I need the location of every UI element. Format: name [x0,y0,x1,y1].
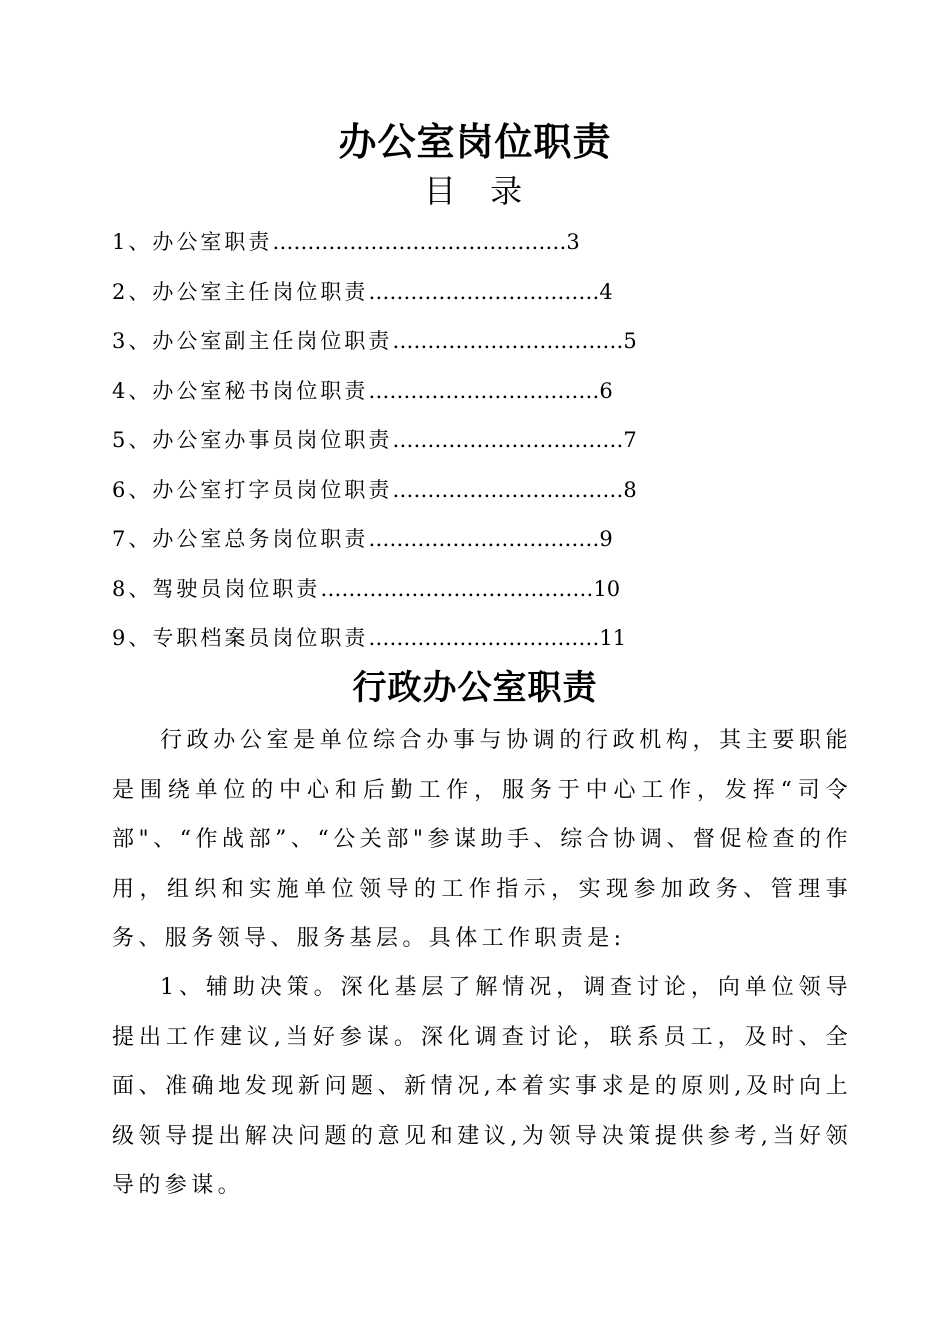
toc-entry[interactable] [112,565,852,615]
toc-entry[interactable] [112,218,852,268]
toc-entry[interactable] [112,515,852,565]
toc-leader-dots: …………………………… [368,527,600,551]
toc-leader-dots: …………………………… [392,329,624,353]
body-paragraph: 1、辅助决策。深化基层了解情况，调查讨论，向单位领导提出工作建议,当好参谋。深化调查讨论，联系员工，及时、全面、准确地发现新问题、新情况,本着实事求是的原则,及时向上级领导提出解决问题的意见和建议,为领导决策提供参考,当好领导的参谋。 [112,975,852,1198]
toc-leader-dots: …………………………… [392,428,624,452]
toc-page-number: 10 [593,576,621,601]
toc-leader-dots: …………………………………… [272,230,567,254]
toc-page-number: 6 [599,378,613,403]
toc-leader-dots: …………………………… [368,378,600,403]
toc-entry-label: 6、办公室打字员岗位职责 [112,477,393,502]
document-title: 办公室岗位职责 [338,120,612,164]
toc-heading: 目 录 [423,172,535,210]
toc-leader-dots: …………………………… [368,279,600,304]
toc-entry[interactable] [112,614,852,664]
toc-leader-dots: …………………………… [392,477,624,502]
toc-leader-dots: ………………………………… [320,576,594,601]
toc-page-number: 7 [623,428,637,452]
toc-entry-label: 1、办公室职责 [112,230,273,254]
toc-entry[interactable] [112,317,852,367]
toc-entry-label: 2、办公室主任岗位职责 [112,279,369,304]
toc-page-number: 4 [599,279,613,304]
toc-page-number: 5 [623,329,637,353]
toc-entry-label: 9、专职档案员岗位职责 [112,626,369,650]
toc-entry[interactable] [112,466,852,516]
toc-page-number: 9 [599,527,613,551]
toc-page-number: 8 [623,477,637,502]
section-title: 行政办公室职责 [352,668,598,708]
toc-entry[interactable] [112,268,852,318]
toc-page-number: 3 [566,230,580,254]
toc-entry-label: 3、办公室副主任岗位职责 [112,329,393,353]
toc-page-number: 11 [599,626,627,650]
toc-leader-dots: …………………………… [368,626,600,650]
toc-entry-label: 7、办公室总务岗位职责 [112,527,369,551]
toc-entry-label: 8、驾驶员岗位职责 [112,576,321,601]
toc-entry[interactable] [112,367,852,417]
body-paragraph: 行政办公室是单位综合办事与协调的行政机构，其主要职能是围绕单位的中心和后勤工作，服务于中心工作，发挥“司令部"、“作战部”、“公关部"参谋助手、综合协调、督促检查的作用，组织和实施单位领导的工作指示，实现参加政务、管理事务、服务领导、服务基层。具体工作职责是: [112,728,852,951]
toc-entry-label: 5、办公室办事员岗位职责 [112,428,393,452]
toc-entry[interactable] [112,416,852,466]
table-of-contents [112,218,852,664]
toc-entry-label: 4、办公室秘书岗位职责 [112,378,369,403]
